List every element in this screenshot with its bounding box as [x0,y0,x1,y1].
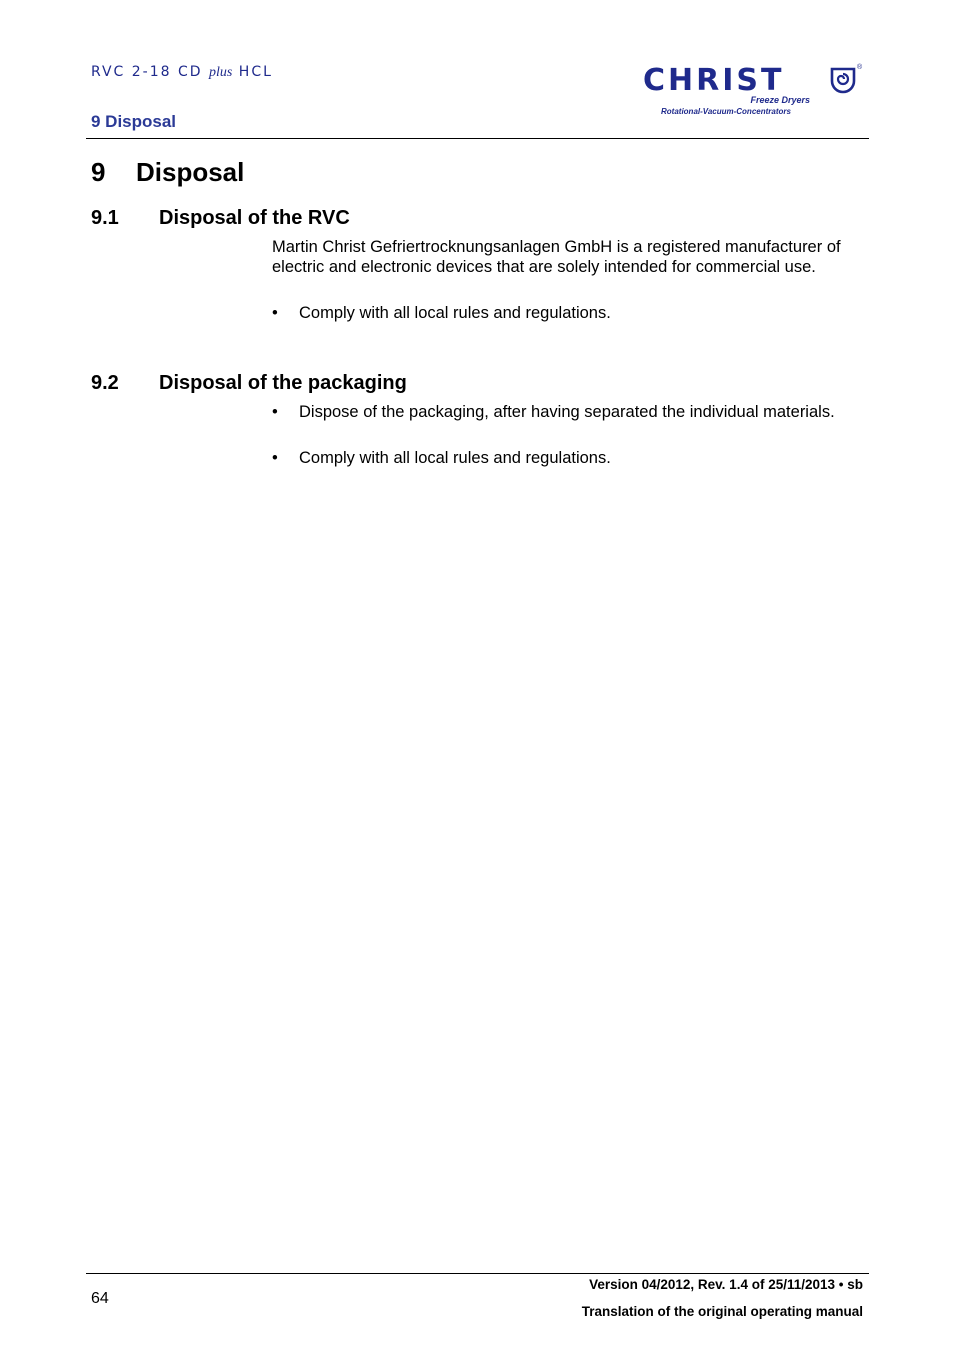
section-title: Disposal of the packaging [159,372,407,394]
section-heading-9-1 [91,207,350,230]
logo-wordmark: CHRIST [643,63,785,98]
bullet-symbol: • [272,449,278,467]
translation-note: Translation of the original operating manual [581,1304,863,1319]
chapter-number: 9 [91,157,106,187]
spiral-emblem-icon [829,66,857,94]
list-item [272,448,864,468]
version-info: Version 04/2012, Rev. 1.4 of 25/11/2013 • sb [589,1277,863,1292]
product-plus: plus [209,65,233,80]
list-item-text: Dispose of the packaging, after having separated the individual materials. [299,403,835,421]
christ-logo [643,64,865,118]
section-number: 9.1 [91,207,119,229]
list-item-text: Comply with all local rules and regulations. [299,449,611,467]
list-item-text: Comply with all local rules and regulations. [299,304,611,322]
logo-tagline-freeze-dryers: Freeze Dryers [750,95,810,105]
footer-divider [86,1273,869,1274]
section-number: 9.2 [91,372,119,394]
product-name [91,64,273,81]
list-item [272,303,864,323]
section-title: Disposal of the RVC [159,207,350,229]
header-divider [86,138,869,139]
product-suffix: HCL [238,64,273,80]
chapter-heading [91,157,244,188]
section-paragraph: Martin Christ Gefriertrocknungsanlagen GmbH is a registered manufacturer of electric and electronic devices that are solely intended for commercial use. [272,238,841,276]
page-number: 64 [91,1290,109,1307]
registered-mark: ® [857,64,863,71]
bullet-symbol: • [272,304,278,322]
bullet-symbol: • [272,403,278,421]
section-heading-9-2 [91,372,407,395]
logo-tagline-rvc: Rotational-Vacuum-Concentrators [661,107,791,116]
running-section-title: 9 Disposal [91,112,177,131]
chapter-title: Disposal [136,157,245,187]
product-main: RVC 2-18 CD [91,64,203,80]
list-item [272,402,864,422]
